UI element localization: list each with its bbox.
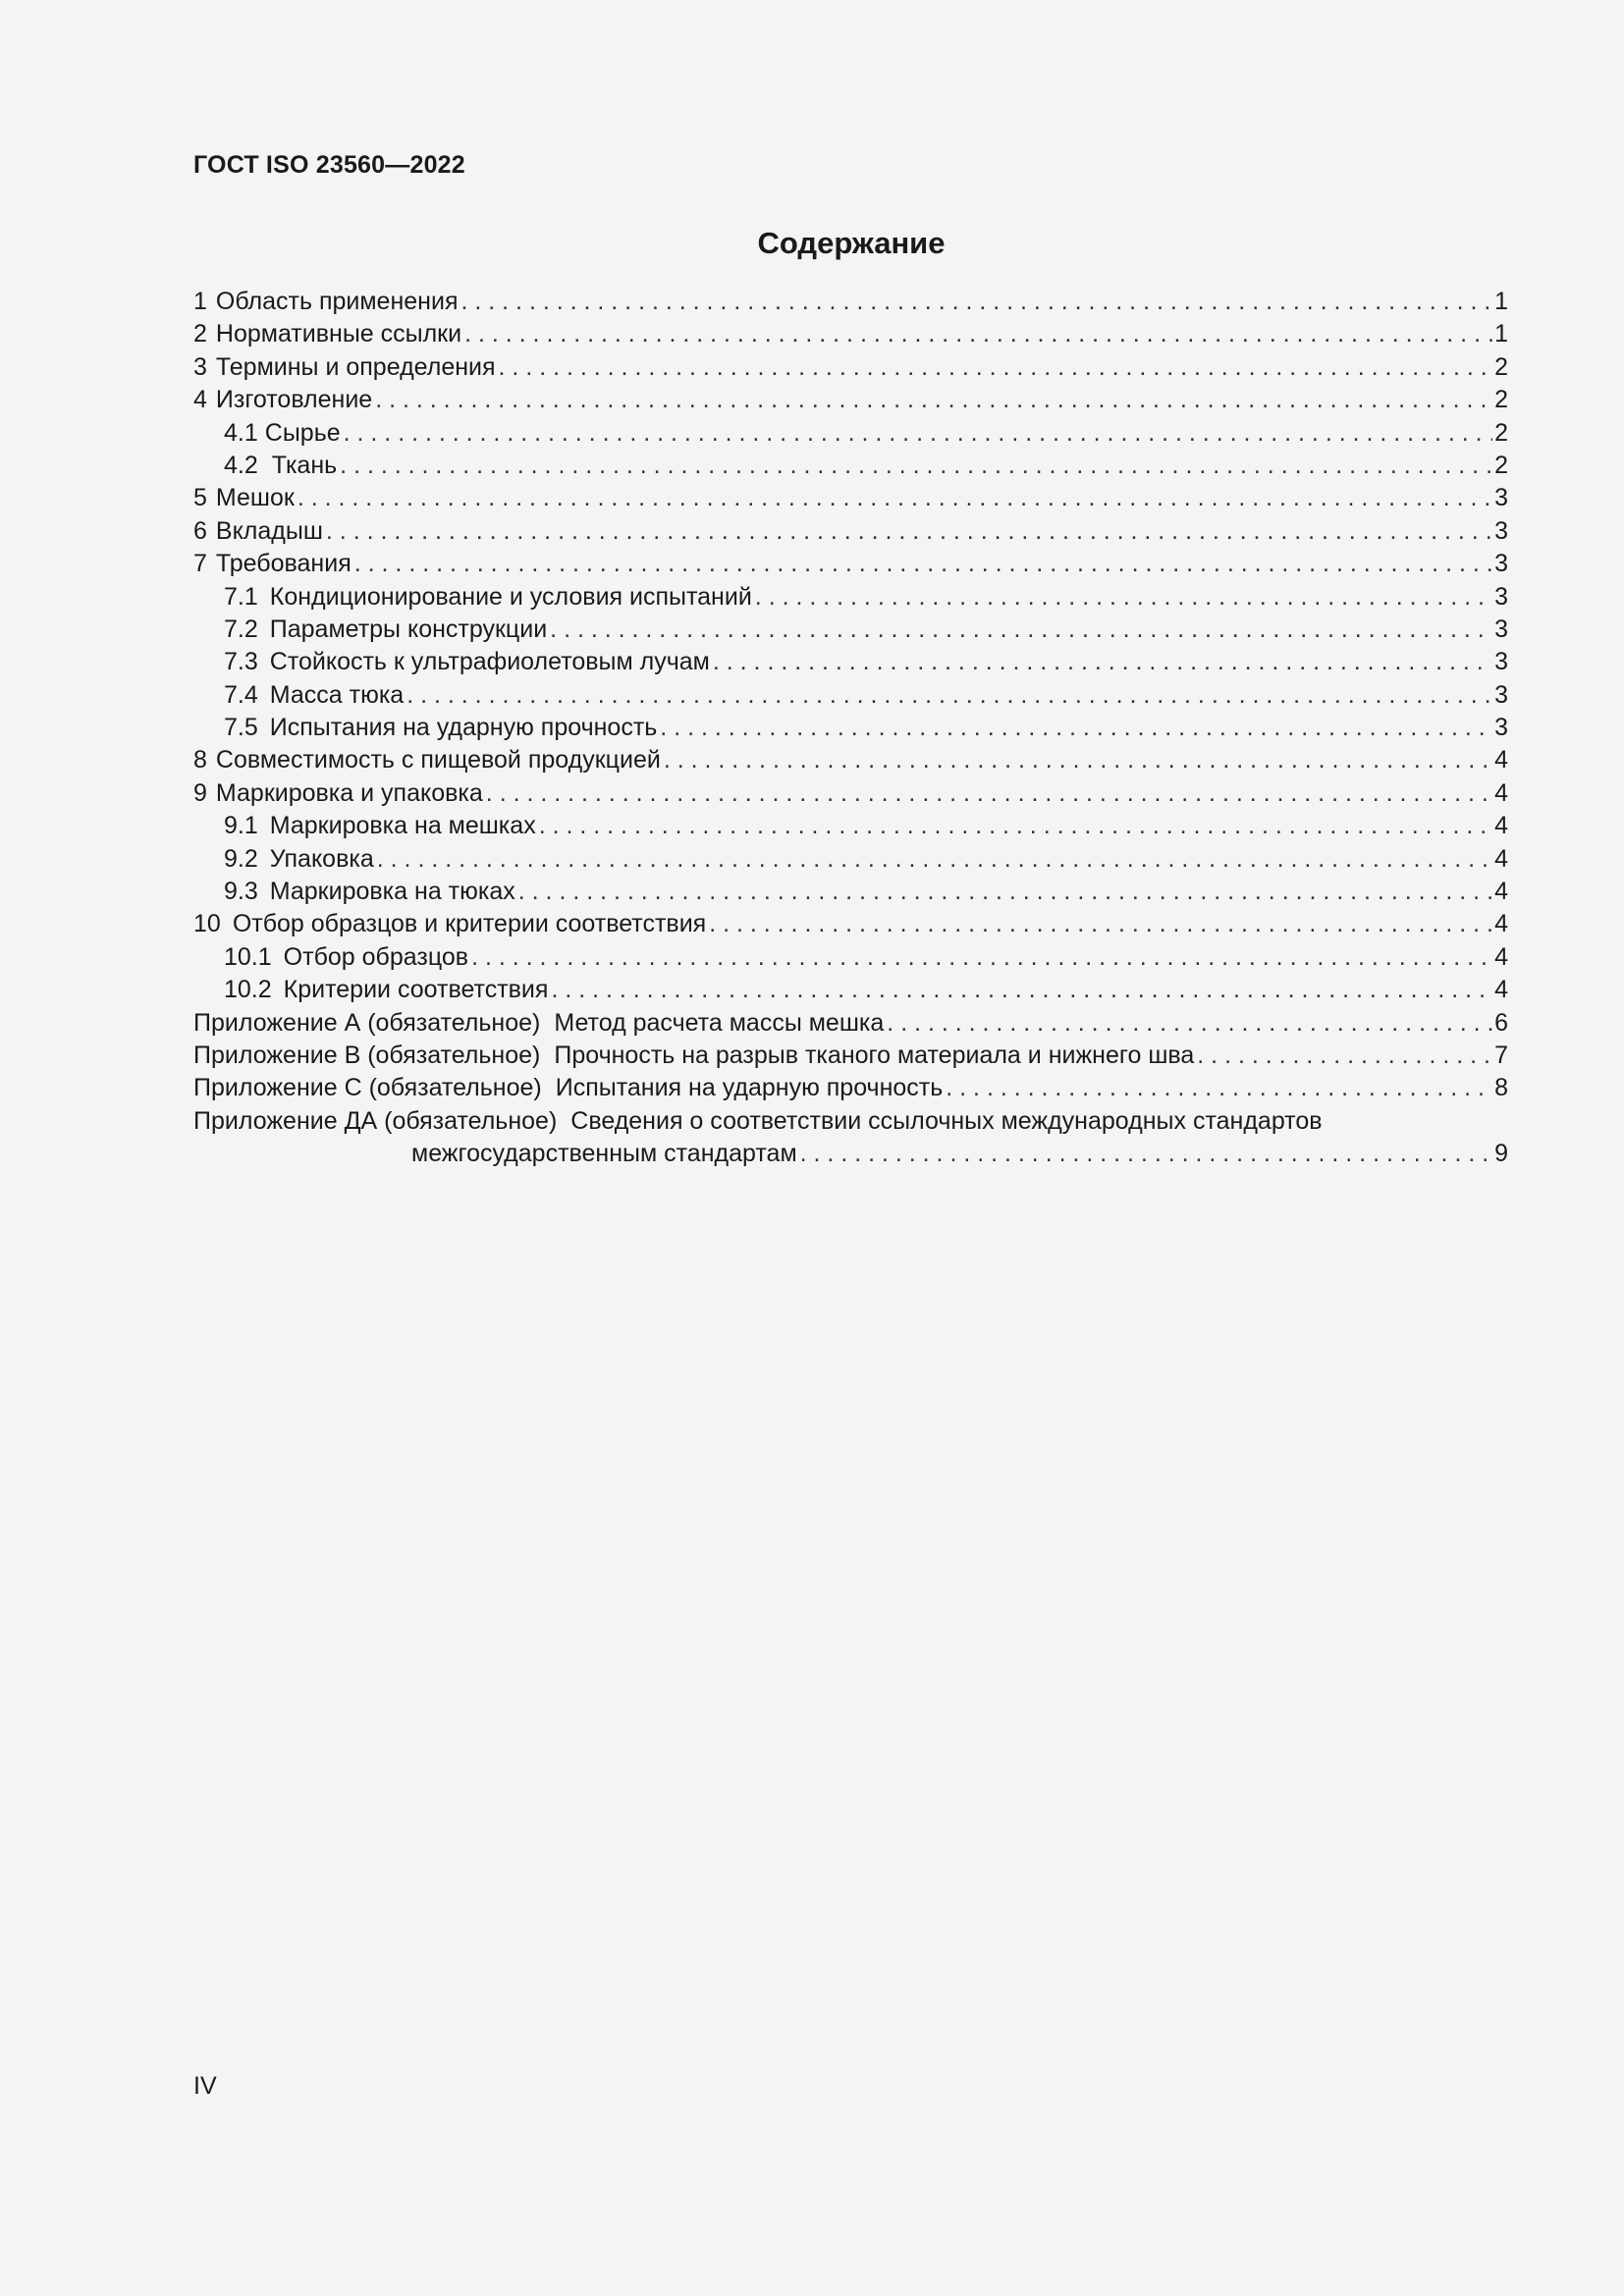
toc-entry-label: Сырье (264, 418, 341, 447)
toc-leader-dots (354, 548, 1492, 580)
toc-entry-label: Область применения (215, 288, 459, 315)
toc-entry-number: 9.2 (224, 844, 258, 873)
toc-entry-page: 3 (1494, 614, 1508, 643)
toc-leader-dots (326, 515, 1492, 548)
toc-leader-dots (460, 286, 1492, 318)
toc-entry-number: 4 (193, 386, 207, 414)
toc-entry-text (224, 417, 341, 450)
toc-entry-label: Испытания на ударную прочность (269, 714, 658, 742)
toc-entry-text (193, 548, 352, 580)
appendix-label: Приложение ДА (обязательное) (193, 1106, 558, 1135)
toc-entry-label: Маркировка и упаковка (215, 778, 483, 807)
toc-entry-page: 2 (1494, 418, 1508, 447)
toc-entry-number: 10.2 (224, 976, 272, 1004)
toc-leader-dots (664, 744, 1492, 776)
toc-entry-number: 7.4 (224, 680, 258, 709)
appendix-label: Приложение С (обязательное) (193, 1074, 542, 1102)
toc-entry-text (193, 1072, 943, 1104)
toc-leader-dots (1197, 1040, 1492, 1072)
toc-subentry[interactable] (193, 679, 1508, 712)
toc-entry-page: 3 (1494, 714, 1508, 742)
toc-entry-text (224, 581, 752, 614)
toc-appendix-entry[interactable] (193, 1105, 1508, 1138)
toc-subentry[interactable] (193, 876, 1508, 908)
toc-leader-dots (486, 777, 1492, 810)
toc-appendix-entry[interactable] (193, 1007, 1508, 1040)
toc-entry-number: 6 (193, 516, 207, 545)
toc-entry-label: Критерии соответствия (283, 976, 549, 1004)
toc-entry-page: 3 (1494, 582, 1508, 611)
toc-entry[interactable] (193, 744, 1508, 776)
toc-entry-text (224, 679, 404, 712)
toc-entry[interactable] (193, 482, 1508, 514)
toc-entry-number: 3 (193, 352, 207, 381)
toc-entry-page: 4 (1494, 812, 1508, 840)
toc-subentry[interactable] (193, 614, 1508, 646)
toc-leader-dots (713, 646, 1492, 678)
toc-subentry[interactable] (193, 712, 1508, 744)
toc-entry-number: 7 (193, 550, 207, 578)
toc-leader-dots (550, 614, 1492, 646)
toc-entry-label: Отбор образцов (283, 942, 469, 971)
toc-entry-label: Вкладыш (215, 516, 323, 545)
toc-entry-number: 2 (193, 320, 207, 348)
toc-entry-text (193, 1007, 884, 1040)
toc-title: Содержание (757, 226, 946, 260)
toc-leader-dots (709, 908, 1492, 940)
toc-entry-text (224, 843, 374, 876)
appendix-title: Испытания на ударную прочность (555, 1074, 944, 1102)
toc-entry-page: 2 (1494, 451, 1508, 479)
toc-entry-page: 1 (1494, 320, 1508, 348)
toc-entry-label: Масса тюка (269, 680, 405, 709)
toc-leader-dots (499, 351, 1493, 384)
appendix-title: Сведения о соответствии ссылочных международных стандартов (570, 1106, 1323, 1135)
toc-entry-text (193, 482, 295, 514)
toc-entry-page: 4 (1494, 778, 1508, 807)
toc-entry-page: 4 (1494, 942, 1508, 971)
toc-entry[interactable] (193, 384, 1508, 416)
toc-entry-label: Стойкость к ультрафиолетовым лучам (269, 648, 710, 676)
toc-leader-dots (298, 482, 1492, 514)
toc-entry-label: Совместимость с пищевой продукцией (215, 746, 661, 774)
page-number: IV (193, 2072, 217, 2100)
toc-entry-text (193, 286, 458, 318)
toc-entry-page: 4 (1494, 976, 1508, 1004)
toc-leader-dots (946, 1072, 1492, 1104)
toc-entry[interactable] (193, 286, 1508, 318)
toc-entry-text (193, 908, 706, 940)
toc-entry-label: Кондиционирование и условия испытаний (269, 582, 752, 611)
toc-entry-text (193, 744, 661, 776)
toc-entry-number: 7.1 (224, 582, 258, 611)
toc-entry-label: Параметры конструкции (269, 614, 548, 643)
toc-entry-number: 1 (193, 288, 207, 315)
toc-leader-dots (375, 384, 1492, 416)
toc-entry-label: Маркировка на тюках (269, 878, 515, 906)
toc-entry-page: 4 (1494, 844, 1508, 873)
toc-entry[interactable] (193, 548, 1508, 580)
toc-entry-number: 5 (193, 484, 207, 512)
toc-leader-dots (755, 581, 1492, 614)
toc-entry-number: 10 (193, 910, 221, 938)
toc-entry-page: 6 (1494, 1008, 1508, 1037)
appendix-title: Метод расчета массы мешка (554, 1008, 885, 1037)
toc-entry-text (224, 810, 536, 842)
toc-leader-dots (340, 450, 1492, 482)
toc-entry-text (193, 777, 483, 810)
appendix-label: Приложение В (обязательное) (193, 1041, 541, 1069)
appendix-title-continuation: межгосударственным стандартам (411, 1140, 797, 1168)
appendix-title: Прочность на разрыв тканого материала и нижнего шва (554, 1041, 1195, 1069)
toc-subentry[interactable] (193, 843, 1508, 876)
toc-entry-page: 9 (1494, 1140, 1508, 1168)
toc-entry-text (193, 515, 323, 548)
toc-entry-number: 4.2 (224, 451, 258, 479)
toc-entry-number: 8 (193, 746, 207, 774)
toc-entry-text (193, 318, 461, 350)
toc-leader-dots (887, 1007, 1492, 1040)
toc-entry-page: 2 (1494, 352, 1508, 381)
table-of-contents (193, 286, 1508, 1171)
toc-entry-number: 7.5 (224, 714, 258, 742)
toc-entry-page: 3 (1494, 680, 1508, 709)
toc-subentry[interactable] (193, 810, 1508, 842)
toc-entry-text (224, 450, 337, 482)
toc-entry-text (224, 876, 515, 908)
appendix-label: Приложение А (обязательное) (193, 1008, 541, 1037)
toc-entry-label: Нормативные ссылки (215, 320, 462, 348)
toc-leader-dots (551, 974, 1492, 1006)
standard-code-header: ГОСТ ISO 23560—2022 (193, 151, 465, 179)
toc-entry[interactable] (193, 351, 1508, 384)
toc-entry-label: Отбор образцов и критерии соответствия (232, 910, 707, 938)
toc-entry-label: Требования (215, 550, 352, 578)
toc-entry-page: 2 (1494, 386, 1508, 414)
toc-appendix-entry[interactable] (193, 1072, 1508, 1104)
toc-entry-text (224, 974, 548, 1006)
toc-entry-page: 1 (1494, 288, 1508, 315)
toc-entry-page: 4 (1494, 878, 1508, 906)
toc-leader-dots (539, 810, 1492, 842)
toc-entry-text (224, 941, 468, 974)
toc-entry-number: 9.3 (224, 878, 258, 906)
toc-entry[interactable] (193, 318, 1508, 350)
toc-entry[interactable] (193, 777, 1508, 810)
toc-entry-label: Ткань (271, 451, 338, 479)
toc-entry-label: Упаковка (269, 844, 374, 873)
toc-appendix-entry[interactable] (193, 1040, 1508, 1072)
toc-subentry[interactable] (193, 646, 1508, 678)
toc-leader-dots (377, 843, 1492, 876)
toc-appendix-continuation[interactable] (193, 1138, 1508, 1170)
toc-subentry[interactable] (193, 450, 1508, 482)
toc-entry-text (193, 351, 496, 384)
toc-leader-dots (406, 679, 1492, 712)
toc-entry-text (193, 1040, 1194, 1072)
toc-leader-dots (471, 941, 1492, 974)
toc-leader-dots (344, 417, 1492, 450)
toc-entry-page: 3 (1494, 550, 1508, 578)
toc-entry[interactable] (193, 515, 1508, 548)
toc-entry-text (224, 614, 547, 646)
toc-entry-page: 7 (1494, 1041, 1508, 1069)
toc-entry-label: Изготовление (215, 386, 373, 414)
toc-entry-text (224, 712, 657, 744)
toc-entry-page: 3 (1494, 484, 1508, 512)
toc-entry-label: Маркировка на мешках (269, 812, 536, 840)
toc-subentry[interactable] (193, 974, 1508, 1006)
toc-entry-number: 9 (193, 778, 207, 807)
toc-entry-page: 3 (1494, 648, 1508, 676)
toc-entry-page: 3 (1494, 516, 1508, 545)
toc-entry-number: 7.3 (224, 648, 258, 676)
toc-entry-text (193, 1105, 1323, 1138)
toc-subentry[interactable] (193, 941, 1508, 974)
toc-entry-number: 10.1 (224, 942, 272, 971)
toc-entry-page: 8 (1494, 1074, 1508, 1102)
toc-subentry[interactable] (193, 417, 1508, 450)
toc-entry-number: 9.1 (224, 812, 258, 840)
toc-leader-dots (518, 876, 1492, 908)
toc-entry-number: 7.2 (224, 614, 258, 643)
toc-entry-label: Мешок (215, 484, 295, 512)
toc-entry-label: Термины и определения (215, 352, 496, 381)
toc-entry-page: 4 (1494, 746, 1508, 774)
toc-leader-dots (660, 712, 1492, 744)
toc-entry-text (193, 384, 372, 416)
toc-entry-number: 4.1 (224, 418, 258, 447)
toc-entry-page: 4 (1494, 910, 1508, 938)
toc-entry[interactable] (193, 908, 1508, 940)
toc-leader-dots (800, 1138, 1492, 1170)
toc-subentry[interactable] (193, 581, 1508, 614)
toc-entry-text (224, 646, 710, 678)
toc-leader-dots (464, 318, 1492, 350)
